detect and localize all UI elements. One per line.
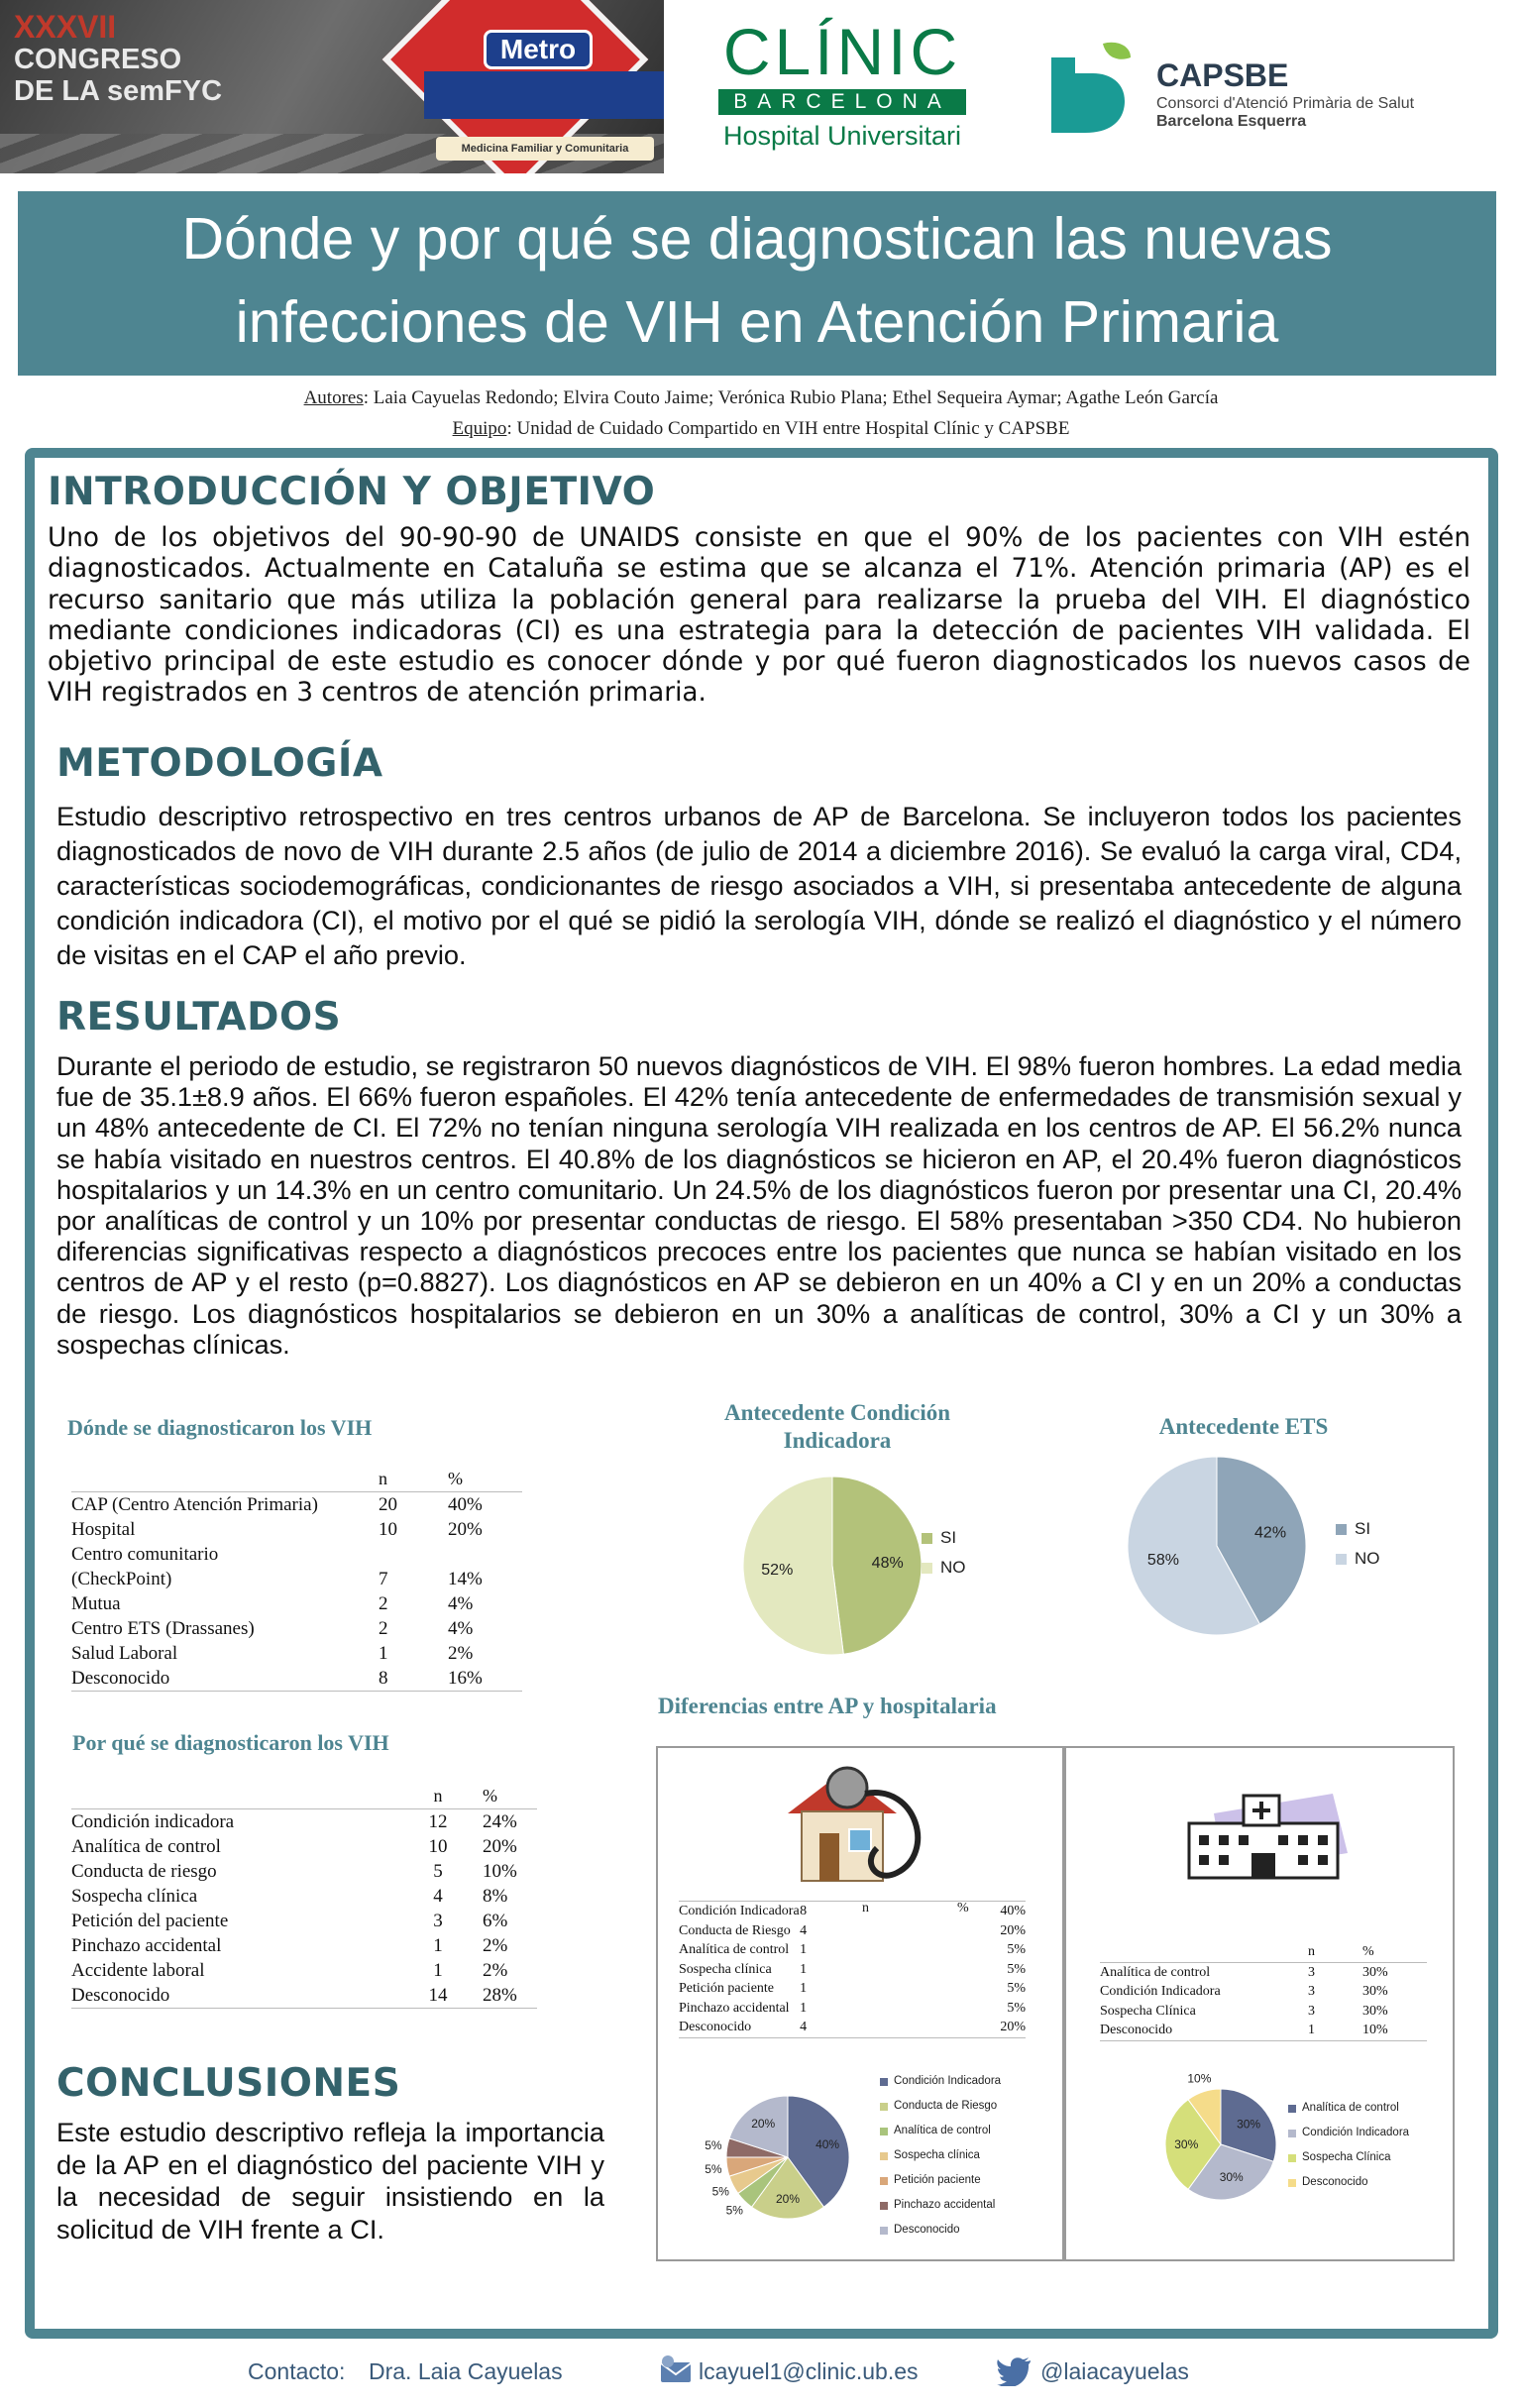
table-row: [679, 2018, 1026, 2037]
table-why-title: Por qué se diagnosticaron los VIH: [72, 1730, 389, 1755]
table-row: [71, 1492, 522, 1518]
ap-col-n: n: [862, 1901, 869, 1915]
row-count: 1: [1308, 2021, 1362, 2040]
table-row: [71, 1859, 537, 1884]
row-count: 8: [379, 1666, 448, 1692]
row-label: Desconocido: [679, 2018, 800, 2037]
legend-label: Sospecha Clínica: [1302, 2151, 1391, 2163]
legend-label: SI: [940, 1528, 957, 1547]
legend-label: SI: [1355, 1519, 1371, 1538]
row-label: (CheckPoint): [71, 1569, 172, 1589]
contact-twitter[interactable]: @laiacayuelas: [1040, 2358, 1189, 2384]
table-where: [71, 1467, 522, 1692]
pie-data-label: 40%: [815, 2136, 840, 2151]
pie-data-label: 20%: [751, 2116, 776, 2131]
capsbe-line-1: Consorci d'Atenció Primària de Salut: [1156, 95, 1415, 112]
congress-number: XXXVII: [14, 9, 117, 45]
table-row: [71, 1884, 537, 1909]
legend-item: [1288, 2121, 1409, 2145]
team-label: Equipo: [452, 418, 507, 439]
row-label: Condición Indicadora: [1100, 1984, 1221, 1999]
col-n: n: [393, 1784, 483, 1809]
congress-line-3: DE LA semFYC: [14, 75, 223, 107]
ap-table: [679, 1901, 1026, 2038]
table-row: [71, 1958, 537, 1983]
row-count: 4: [800, 2018, 983, 2037]
clinic-subtitle: Hospital Universitari: [722, 121, 962, 151]
legend-swatch: [1288, 2154, 1296, 2162]
legend-item: [922, 1558, 966, 1578]
legend-item: [880, 2218, 1001, 2243]
row-count: 2: [379, 1593, 388, 1614]
metro-subtitle: Medicina Familiar y Comunitaria: [436, 137, 654, 161]
table-row: [1100, 1962, 1427, 1982]
method-text: Estudio descriptivo retrospectivo en tres centros urbanos de AP de Barcelona. Se incluyeron todos los pacientes diagnosticados de novo de VIH durante 2.5 años (de julio de 2014 a diciembre 2016). Se evaluó la carga viral, CD4, características sociodemográficas, condicionantes de riesgo asociados a VIH, si presentaba antecedente de alguna condición indicadora (CI), el motivo por el qué se pidió la serología VIH, dónde se realizó el diagnóstico y el número de visitas en el CAP el año previo.: [56, 801, 1462, 970]
row-label: Centro ETS (Drassanes): [71, 1618, 255, 1639]
contact-label: Contacto:: [248, 2358, 346, 2384]
row-percent: [448, 1542, 522, 1567]
hosp-col-pct: %: [1362, 1942, 1427, 1962]
row-label: Salud Laboral: [71, 1643, 178, 1664]
row-percent: 24%: [483, 1811, 517, 1832]
legend-item: [880, 2143, 1001, 2168]
team-line: [0, 413, 1522, 444]
house-stethoscope-icon: [768, 1754, 966, 1893]
row-count: 4: [433, 1886, 443, 1907]
congress-banner: [0, 0, 664, 173]
row-label: Desconocido: [71, 1983, 393, 2009]
row-count: [379, 1542, 448, 1567]
twitter-icon: [997, 2356, 1033, 2386]
row-count: 10: [379, 1519, 397, 1540]
chart-ci-legend: [922, 1528, 966, 1587]
ap-col-pct: %: [957, 1901, 969, 1915]
row-count: 12: [428, 1811, 448, 1832]
legend-label: Desconocido: [894, 2224, 960, 2236]
metro-label: Metro: [484, 30, 593, 69]
table-row: [71, 1641, 522, 1666]
legend-label: Pinchazo accidental: [894, 2199, 996, 2211]
table-header-row: [1100, 1942, 1427, 1962]
legend-item: [880, 2168, 1001, 2193]
authors-text: : Laia Cayuelas Redondo; Elvira Couto Jaime; Verónica Rubio Plana; Ethel Sequeira Aymar; Agathe León García: [363, 387, 1219, 408]
results-text: Durante el periodo de estudio, se registraron 50 nuevos diagnósticos de VIH. El 98% fueron hombres. La edad media fue de 35.1±8.9 años. El 66% fueron españoles. El 42% tenía antecedente de enfermedades de transmisión sexual y un 48% antecedente de CI. El 72% no tenían ninguna serología VIH realizada en los centros de AP. El 56.2% nunca se había visitado en nuestros centros. El 40.8% de los diagnósticos se hicieron en AP, el 20.4% fueron diagnósticos hospitalarios y un 14.3% en un centro comunitario. Un 24.5% de los diagnósticos fueron por presentar una CI, 20.4% por analíticas de control y un 10% por presentar conductas de riesgo. El 58% presentaban >350 CD4. No hubieron diferencias significativas respecto a diagnósticos precoces entre los pacientes que nunca se habían visitado en los centros de AP y el resto (p=0.8827). Los diagnósticos en AP se debieron en un 40% a CI y en un 20% a conductas de riesgo. Los diagnósticos hospitalarios se debieron en un 30% a analíticas de control, 30% a CI y un 30% a sospechas clínicas.: [56, 1050, 1462, 1360]
table-row: [71, 1616, 522, 1641]
mail-icon: [659, 2354, 693, 2386]
table-where-title: Dónde se diagnosticaron los VIH: [67, 1415, 373, 1440]
row-percent: 4%: [448, 1593, 474, 1614]
row-percent: 10%: [483, 1861, 517, 1882]
row-count: 20: [379, 1494, 397, 1515]
row-count: 8: [800, 1904, 808, 1918]
row-count: 1: [433, 1935, 443, 1956]
capsbe-mark-icon: [1045, 38, 1137, 137]
row-percent: 2%: [483, 1935, 508, 1956]
table-row: [71, 1909, 537, 1933]
row-percent: 20%: [983, 2018, 1026, 2037]
table-row: [679, 1940, 1026, 1960]
row-label: Hospital: [71, 1519, 136, 1540]
row-count: 3: [1308, 1964, 1315, 1980]
row-percent: 30%: [1362, 1964, 1388, 1980]
row-percent: 5%: [1007, 1961, 1026, 1977]
legend-item: [1288, 2170, 1409, 2195]
row-count: 3: [1308, 1984, 1315, 1999]
legend-swatch: [880, 2103, 888, 2111]
row-label: Condición indicadora: [71, 1811, 235, 1832]
table-row: [71, 1809, 537, 1835]
row-percent: 20%: [448, 1519, 483, 1540]
col-pct: %: [483, 1784, 537, 1809]
pie-data-label: 52%: [761, 1561, 794, 1579]
legend-swatch: [1288, 2179, 1296, 2187]
capsbe-line-2: Barcelona Esquerra: [1156, 113, 1307, 130]
hospital-building-icon: [1174, 1774, 1362, 1893]
row-percent: 16%: [448, 1666, 522, 1692]
clinic-city: BARCELONA: [718, 89, 966, 115]
authors-label: Autores: [303, 387, 364, 408]
table-row: [1100, 2021, 1427, 2040]
pie-data-label: 20%: [775, 2192, 801, 2207]
legend-swatch: [880, 2227, 888, 2235]
row-count: 1: [800, 1961, 808, 1977]
row-label: Conducta de riesgo: [71, 1861, 217, 1882]
row-label: Analítica de control: [71, 1836, 221, 1857]
pie-data-label: 5%: [705, 2138, 722, 2153]
legend-swatch: [1288, 2105, 1296, 2113]
table-row: [71, 1666, 522, 1692]
table-row: [71, 1542, 522, 1567]
chart-diff-title: Diferencias entre AP y hospitalaria: [658, 1694, 997, 1718]
row-percent: 28%: [483, 1983, 537, 2009]
row-percent: 30%: [1362, 1984, 1388, 1999]
chart-ets-pie: [1110, 1457, 1358, 1655]
chart-ci-title: Antecedente Condición Indicadora: [723, 1400, 951, 1453]
chart-hosp-legend: [1288, 2096, 1409, 2195]
pie-data-label: 58%: [1146, 1552, 1179, 1570]
table-row: [679, 1960, 1026, 1980]
table-row: [679, 1921, 1026, 1941]
conclusions-heading: CONCLUSIONES: [56, 2061, 401, 2106]
metro-bar: [424, 71, 664, 119]
row-label: Desconocido: [1100, 2021, 1308, 2040]
chart-ets-title: Antecedente ETS: [1158, 1414, 1329, 1439]
chart-ets-legend: [1336, 1519, 1380, 1579]
row-percent: 10%: [1362, 2021, 1427, 2040]
row-label: Pinchazo accidental: [71, 1935, 222, 1956]
pie-data-label: 48%: [871, 1554, 904, 1572]
authors-block: [0, 383, 1522, 444]
legend-swatch: [1288, 2130, 1296, 2137]
row-count: 1: [800, 1981, 808, 1996]
row-count: 14: [393, 1983, 483, 2009]
col-pct: %: [448, 1467, 522, 1492]
legend-label: NO: [1355, 1549, 1380, 1568]
table-row: [71, 1591, 522, 1616]
row-percent: 8%: [483, 1886, 508, 1907]
row-count: 1: [433, 1960, 443, 1981]
table-why: [71, 1784, 537, 2009]
chart-ci-pie: [708, 1467, 956, 1665]
row-label: Accidente laboral: [71, 1960, 205, 1981]
legend-label: Sospecha clínica: [894, 2149, 980, 2161]
hosp-col-n: n: [1308, 1942, 1362, 1962]
row-label: Sospecha clínica: [71, 1886, 198, 1907]
table-row: [71, 1983, 537, 2009]
row-percent: 5%: [1007, 1942, 1026, 1957]
intro-heading: INTRODUCCIÓN Y OBJETIVO: [48, 470, 656, 514]
authors-line: [0, 383, 1522, 413]
row-count: 1: [800, 1942, 808, 1957]
title-line-1: Dónde y por qué se diagnostican las nuevas: [181, 206, 1333, 272]
method-heading: METODOLOGÍA: [56, 741, 383, 786]
row-percent: 2%: [448, 1643, 474, 1664]
row-percent: 6%: [483, 1911, 508, 1931]
legend-label: Analítica de control: [1302, 2102, 1399, 2114]
table-row: [1100, 2002, 1427, 2022]
legend-item: [922, 1528, 966, 1548]
row-label: Centro comunitario: [71, 1544, 219, 1565]
row-count: 1: [800, 2000, 808, 2016]
legend-swatch: [880, 2078, 888, 2086]
legend-label: NO: [940, 1558, 966, 1577]
table-row: [71, 1834, 537, 1859]
pie-data-label: 30%: [1219, 2170, 1244, 2185]
footer: [0, 2347, 1522, 2402]
row-label: Petición del paciente: [71, 1911, 229, 1931]
row-label: Desconocido: [71, 1666, 379, 1692]
row-percent: 20%: [1000, 1922, 1026, 1938]
table-row: [1100, 1982, 1427, 2002]
row-percent: 40%: [448, 1494, 483, 1515]
row-percent: 4%: [448, 1618, 474, 1639]
pie-data-label: 42%: [1254, 1524, 1287, 1542]
legend-item: [1336, 1519, 1380, 1539]
chart-ap-pie: [694, 2066, 882, 2244]
legend-item: [880, 2119, 1001, 2143]
pie-data-label: 5%: [725, 2203, 743, 2218]
contact-name: Dra. Laia Cayuelas: [369, 2358, 563, 2384]
row-percent: 5%: [1007, 2000, 1026, 2016]
legend-item: [1288, 2096, 1409, 2121]
row-count: 2: [379, 1618, 388, 1639]
row-label: Pinchazo accidental: [679, 2000, 790, 2016]
row-count: 1: [379, 1643, 388, 1664]
row-percent: 2%: [483, 1960, 508, 1981]
conclusions-text: Este estudio descriptivo refleja la importancia de la AP en el diagnóstico del paciente VIH y la necesidad de seguir insistiendo en la solicitud de VIH frente a CI.: [56, 2117, 604, 2244]
row-label: Sospecha clínica: [679, 1961, 772, 1977]
row-count: 4: [800, 1922, 808, 1938]
row-count: 7: [379, 1569, 388, 1589]
legend-label: Conducta de Riesgo: [894, 2100, 998, 2112]
pie-data-label: 30%: [1237, 2117, 1261, 2132]
contact-email[interactable]: lcayuel1@clinic.ub.es: [699, 2358, 919, 2384]
row-percent: 30%: [1362, 2003, 1388, 2019]
row-count: 3: [1308, 2003, 1315, 2019]
legend-label: Petición paciente: [894, 2174, 981, 2186]
row-percent: 14%: [448, 1569, 483, 1589]
legend-swatch: [1336, 1524, 1347, 1535]
col-n: n: [379, 1467, 448, 1492]
table-row: [679, 1902, 1026, 1921]
capsbe-name: CAPSBE: [1156, 57, 1289, 93]
row-label: Analítica de control: [679, 1942, 790, 1957]
legend-label: Desconocido: [1302, 2176, 1368, 2188]
row-label: CAP (Centro Atención Primaria): [71, 1494, 318, 1515]
legend-item: [880, 2069, 1001, 2094]
legend-item: [1336, 1549, 1380, 1569]
hosp-table: [1100, 1942, 1427, 2041]
table-row: [71, 1517, 522, 1542]
legend-swatch: [880, 2202, 888, 2210]
legend-swatch: [922, 1563, 932, 1574]
pie-data-label: 5%: [711, 2184, 729, 2199]
congress-name: [14, 44, 222, 107]
row-percent: 40%: [1000, 1904, 1026, 1918]
results-heading: RESULTADOS: [56, 995, 342, 1040]
legend-item: [880, 2193, 1001, 2218]
legend-label: Condición Indicadora: [1302, 2127, 1410, 2138]
row-percent: 5%: [1007, 1981, 1026, 1996]
legend-swatch: [880, 2128, 888, 2135]
row-label: Mutua: [71, 1593, 121, 1614]
table-row: [71, 1933, 537, 1958]
chart-hosp-pie: [1149, 2073, 1298, 2222]
table-row: [679, 1979, 1026, 1999]
table-header-row: [71, 1784, 537, 1809]
poster-title: [18, 191, 1496, 376]
clinic-logo: [713, 15, 971, 164]
table-row: [71, 1567, 522, 1591]
table-header-row: [71, 1467, 522, 1492]
intro-text: Uno de los objetivos del 90-90-90 de UNAIDS consiste en que el 90% de los pacientes con VIH estén diagnosticados. Actualmente en Cataluña se estima que se alcanza el 71%. Atención primaria (AP) es el recurso sanitario que más utiliza la población general para realizarse la prueba del VIH. El diagnóstico mediante condiciones indicadoras (CI) es una estrategia para la detección de pacientes VIH validada. El objetivo principal de este estudio es conocer dónde y por qué fueron diagnosticados los nuevos casos de VIH registrados en 3 centros de atención primaria.: [48, 523, 1470, 709]
team-text: : Unidad de Cuidado Compartido en VIH entre Hospital Clínic y CAPSBE: [506, 418, 1070, 439]
table-row: [679, 1999, 1026, 2019]
row-label: Analítica de control: [1100, 1964, 1211, 1980]
row-count: 3: [433, 1911, 443, 1931]
legend-swatch: [922, 1533, 932, 1544]
legend-item: [1288, 2145, 1409, 2170]
row-count: 5: [433, 1861, 443, 1882]
legend-swatch: [880, 2152, 888, 2160]
pie-slice-1: [743, 1477, 843, 1655]
row-label: Condición Indicadora: [679, 1904, 800, 1918]
legend-item: [880, 2094, 1001, 2119]
chart-ap-legend: [880, 2069, 1001, 2243]
row-label: Petición paciente: [679, 1981, 775, 1996]
pie-data-label: 10%: [1187, 2073, 1212, 2086]
pie-data-label: 30%: [1174, 2137, 1199, 2151]
clinic-name: CLÍNIC: [722, 15, 962, 88]
row-percent: 20%: [483, 1836, 517, 1857]
legend-swatch: [880, 2177, 888, 2185]
row-label: Conducta de Riesgo: [679, 1922, 791, 1938]
legend-swatch: [1336, 1554, 1347, 1565]
pie-data-label: 5%: [705, 2161, 722, 2176]
legend-label: Condición Indicadora: [894, 2075, 1002, 2087]
row-label: Sospecha Clínica: [1100, 2003, 1196, 2019]
row-count: 10: [428, 1836, 448, 1857]
title-line-2: infecciones de VIH en Atención Primaria: [235, 289, 1279, 355]
capsbe-logo: [1045, 38, 1481, 147]
congress-line-2: CONGRESO: [14, 44, 182, 75]
legend-label: Analítica de control: [894, 2125, 991, 2136]
